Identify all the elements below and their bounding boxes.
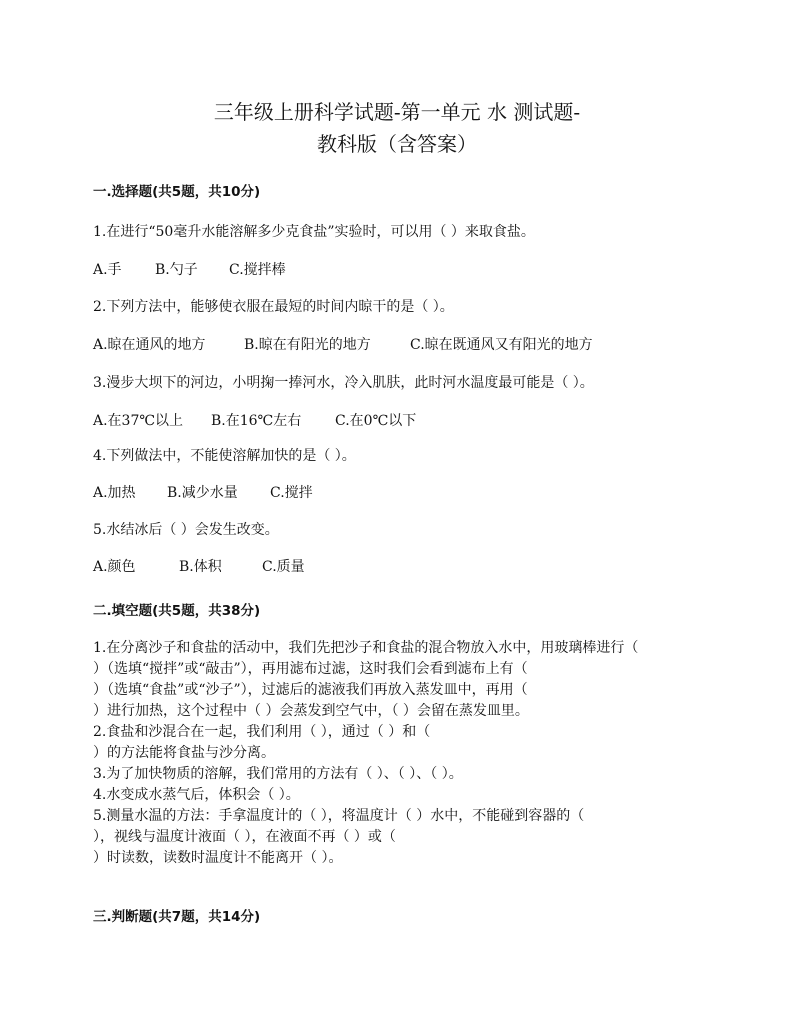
options-1-1 xyxy=(93,259,286,279)
options-1-4 xyxy=(93,482,313,502)
option-a: A.加热 xyxy=(93,485,136,501)
fill-line: 4.水变成水蒸气后，体积会（ ）。 xyxy=(93,787,300,803)
question-1-2: 2.下列方法中，能够使衣服在最短的时间内晾干的是（ ）。 xyxy=(93,299,454,315)
question-1-4: 4.下列做法中，不能使溶解加快的是（ ）。 xyxy=(93,448,356,464)
fill-line: 5.测量水温的方法：手拿温度计的（ ），将温度计（ ）水中，不能碰到容器的（ xyxy=(93,808,585,824)
option-b: B.在16℃左右 xyxy=(211,413,302,429)
option-c: C.搅拌棒 xyxy=(229,262,286,278)
fill-line: ），视线与温度计液面（ ），在液面不再（ ）或（ xyxy=(93,829,396,845)
option-b: B.勺子 xyxy=(155,262,198,278)
fill-line: ）时读数，读数时温度计不能离开（ ）。 xyxy=(93,850,343,866)
page-title-line-1: 三年级上册科学试题-第一单元 水 测试题- xyxy=(213,100,581,124)
question-1-3: 3.漫步大坝下的河边，小明掬一捧河水，冷入肌肤，此时河水温度最可能是（ ）。 xyxy=(93,375,594,391)
question-1-5: 5.水结冰后（ ）会发生改变。 xyxy=(93,522,279,538)
fill-line: 1.在分离沙子和食盐的活动中，我们先把沙子和食盐的混合物放入水中，用玻璃棒进行（ xyxy=(93,640,639,656)
fill-line: ）（选填“食盐”或“沙子”），过滤后的滤液我们再放入蒸发皿中，再用（ xyxy=(93,682,528,698)
option-c: C.质量 xyxy=(262,559,305,575)
option-b: B.晾在有阳光的地方 xyxy=(244,337,371,353)
fill-line: ）（选填“搅拌”或“敲击”），再用滤布过滤，这时我们会看到滤布上有（ xyxy=(93,661,528,677)
options-1-5 xyxy=(93,556,305,576)
section-heading-fill: 二.填空题(共5题，共38分) xyxy=(93,603,261,619)
question-1-1: 1.在进行“50毫升水能溶解多少克食盐”实验时，可以用（ ）来取食盐。 xyxy=(93,224,535,240)
option-a: A.手 xyxy=(93,262,122,278)
option-c: C.晾在既通风又有阳光的地方 xyxy=(410,337,593,353)
option-b: B.减少水量 xyxy=(167,485,238,501)
option-c: C.搅拌 xyxy=(270,485,313,501)
options-1-2 xyxy=(93,334,593,354)
section-heading-choice: 一.选择题(共5题，共10分) xyxy=(93,184,261,200)
option-b: B.体积 xyxy=(179,559,222,575)
fill-line: 2.食盐和沙混合在一起，我们利用（ ），通过（ ）和（ xyxy=(93,724,431,740)
section-heading-judge: 三.判断题(共7题，共14分) xyxy=(93,909,261,925)
option-a: A.晾在通风的地方 xyxy=(93,337,206,353)
fill-line: ）进行加热，这个过程中（ ）会蒸发到空气中，（ ）会留在蒸发皿里。 xyxy=(93,703,529,719)
option-a: A.颜色 xyxy=(93,559,136,575)
page-title-line-2: 教科版（含答案） xyxy=(317,132,477,156)
option-a: A.在37℃以上 xyxy=(93,413,184,429)
fill-questions xyxy=(93,638,705,869)
fill-line: 3.为了加快物质的溶解，我们常用的方法有（ ）、（ ）、（ ）。 xyxy=(93,766,463,782)
options-1-3 xyxy=(93,410,416,430)
option-c: C.在0℃以下 xyxy=(335,413,417,429)
fill-line: ）的方法能将食盐与沙分离。 xyxy=(93,745,275,761)
